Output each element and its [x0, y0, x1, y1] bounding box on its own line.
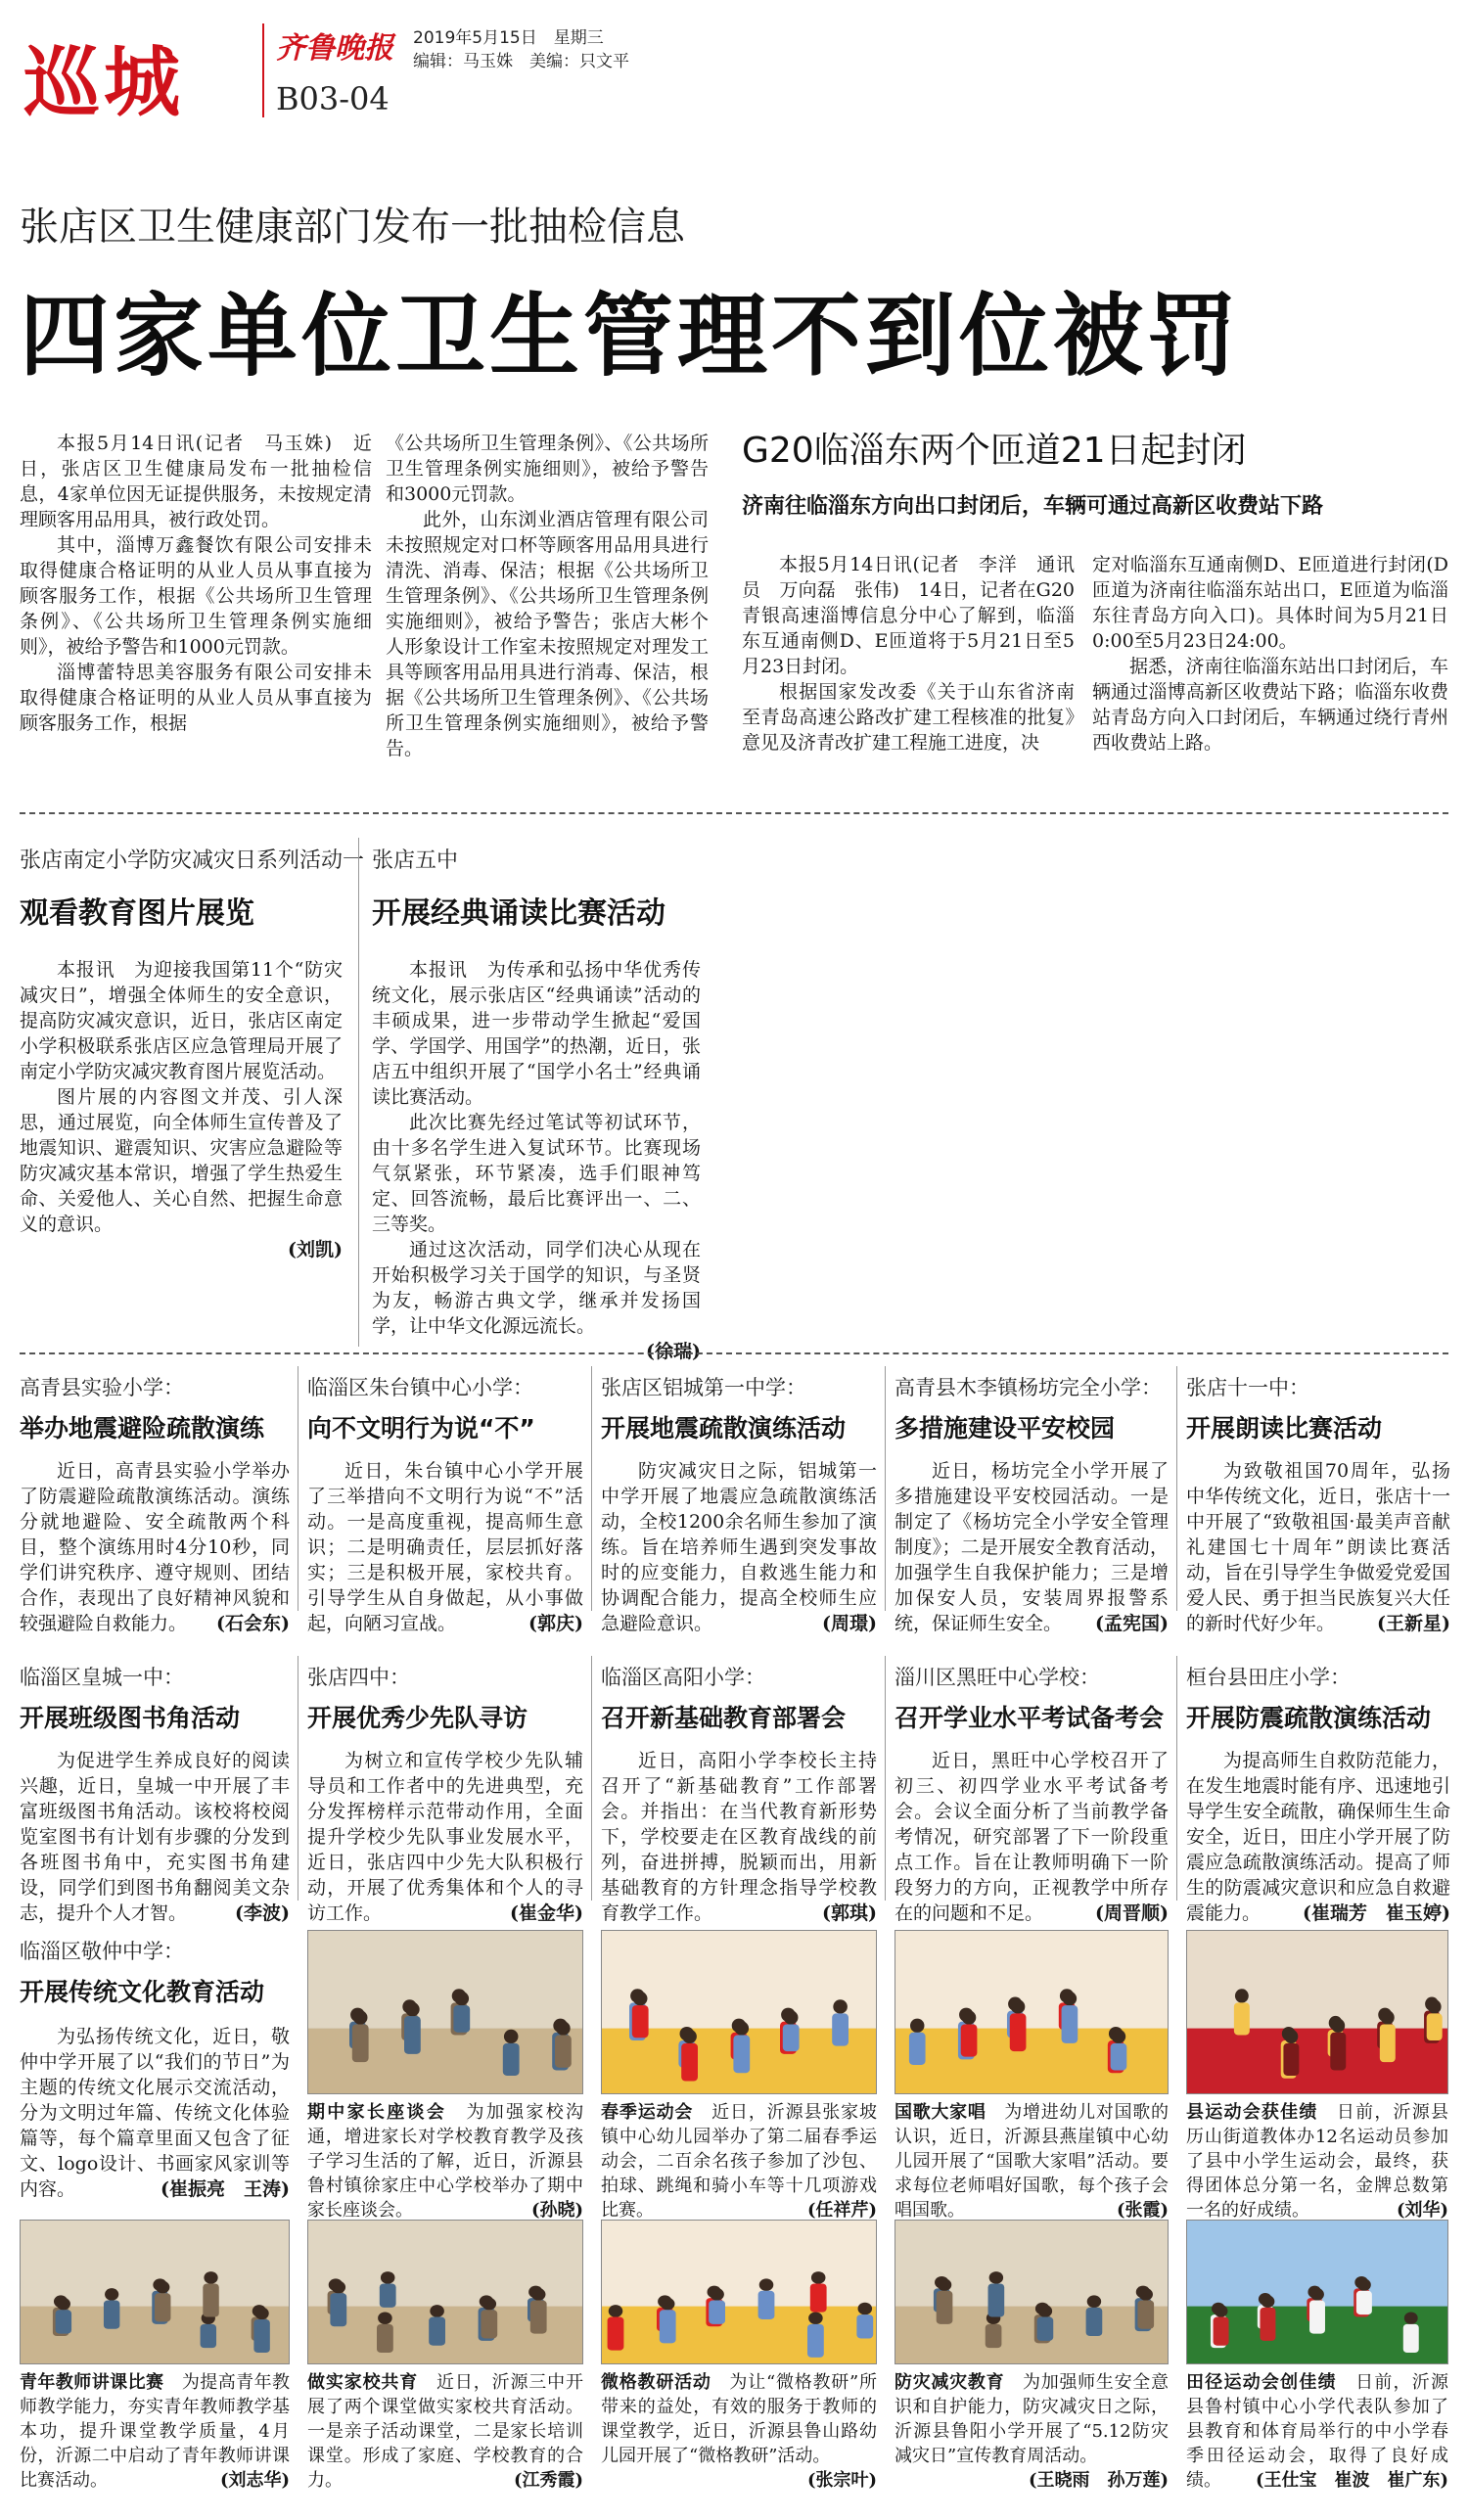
brief-text: 近日，黑旺中心学校召开了初三、初四学业水平考试备考会。会议全面分析了当前教学备考情况，研究部署了下一阶段重点工作。旨在让教师明确下一阶段努力的方向，正视教学中所存在的问题和不足。	[895, 1750, 1169, 1924]
photo-caption-title: 春季运动会	[601, 2102, 694, 2123]
brief-title: 开展传统文化教育活动	[20, 1978, 265, 2006]
photo-caption-byline: (刘华)	[1396, 2200, 1448, 2221]
story-kicker: 张店五中	[372, 848, 459, 873]
lead-kicker: 张店区卫生健康部门发布一批抽检信息	[20, 205, 685, 250]
lead-paragraph: 淄博蕾特思美容服务有限公司安排未取得健康合格证明的从业人员从事直接为顾客服务工作，根据	[20, 662, 372, 734]
brief-kicker: 张店四中：	[307, 1666, 410, 1689]
g20-headline: G20临淄东两个匝道21日起封闭	[742, 431, 1247, 471]
brief-kicker: 淄川区黑旺中心学校：	[895, 1666, 1100, 1689]
story-kicker: 张店南定小学防灾减灾日系列活动一	[20, 848, 365, 873]
news-photo	[601, 1930, 877, 2094]
date-line: 2019年5月15日 星期三	[413, 28, 604, 48]
brief-title: 开展朗读比赛活动	[1186, 1414, 1383, 1443]
photo-caption-byline: (刘志华)	[219, 2470, 290, 2491]
brief-title: 多措施建设平安校园	[895, 1414, 1116, 1443]
news-photo	[20, 2220, 290, 2364]
brief-text: 为致敬祖国70周年，弘扬中华传统文化，近日，张店十一中开展了“致敬祖国·最美声音献礼建国七十周年”朗读比赛活动，旨在引导学生争做爱党爱国爱人民、勇于担当民族复兴大任的新时代好少年。	[1186, 1460, 1450, 1634]
brief-text: 为促进学生养成良好的阅读兴趣，近日，皇城一中开展了丰富班级图书角活动。该校将校阅览室图书有计划有步骤的分发到各班图书角中，充实图书角建设，同学们到图书角翻阅美文杂志，提升个人才智。	[20, 1750, 290, 1924]
brief-byline: (周晋顺)	[1095, 1902, 1169, 1924]
brief-kicker: 高青县木李镇杨坊完全小学：	[895, 1376, 1162, 1399]
brief-kicker: 临淄区敬仲中学：	[20, 1940, 184, 1963]
brief-kicker: 桓台县田庄小学：	[1186, 1666, 1351, 1689]
masthead	[0, 0, 1468, 127]
g20-col-2	[1092, 552, 1448, 756]
photo-caption-text: 为加强家校沟通，增进家长对学校教育教学及孩子学习生活的了解，近日，沂源县鲁村镇徐家庄中心学校举办了期中家长座谈会。	[307, 2102, 584, 2221]
masthead-divider	[262, 23, 264, 117]
brief-body	[601, 1748, 877, 1926]
brief-kicker: 张店区铝城第一中学：	[601, 1376, 806, 1399]
column-divider	[591, 1366, 592, 1611]
photo-caption-text: 为加强师生安全意识和自护能力，防灾减灾日之际，沂源县鲁阳小学开展了“5.12防灾减灾日”宣传教育周活动。	[895, 2372, 1170, 2466]
photo-caption-title: 县运动会获佳绩	[1186, 2102, 1318, 2123]
photo-caption	[307, 2100, 583, 2222]
photo-caption-text: 近日，沂源县张家坡镇中心幼儿园举办了第二届春季运动会，二百余名孩子参加了沙包、拍球、跳绳和骑小车等十几项游戏比赛。	[601, 2102, 878, 2221]
brief-body	[20, 1748, 290, 1926]
photo-caption	[601, 2370, 877, 2493]
brief-title: 开展防震疏散演练活动	[1186, 1704, 1432, 1732]
news-photo	[307, 2220, 583, 2364]
story-body	[372, 957, 701, 1364]
brief-byline: (郭琪)	[822, 1902, 877, 1924]
photo-caption	[307, 2370, 583, 2493]
photo-caption	[20, 2370, 290, 2493]
brief-body	[20, 1458, 290, 1636]
column-divider	[591, 1656, 592, 1901]
story-paragraph: 本报讯 为迎接我国第11个“防灾减灾日”，增强全体师生的安全意识，提高防灾减灾意识，近日，张店区南定小学积极联系张店区应急管理局开展了南定小学防灾减灾教育图片展览活动。	[20, 959, 343, 1082]
photo-caption-byline: (孙晓)	[530, 2200, 583, 2221]
editor-line: 编辑：马玉姝 美编：只文平	[413, 52, 629, 71]
section-name: 巡城	[23, 39, 185, 127]
news-photo	[601, 2220, 877, 2364]
photo-caption-byline: (江秀霞)	[513, 2470, 583, 2491]
brief-body	[1186, 1458, 1450, 1636]
photo-caption-text: 日前，沂源县鲁村镇中心小学代表队参加了县教育和体育局举行的中小学春季田径运动会，取得了良好成绩。	[1186, 2372, 1449, 2491]
photo-caption-byline: (王仕宝 崔波 崔广东)	[1255, 2470, 1448, 2491]
brief-byline: (崔振亮 王涛)	[161, 2178, 290, 2200]
lead-paragraph: 其中，淄博万鑫餐饮有限公司安排未取得健康合格证明的从业人员从事直接为顾客服务工作，根据《公共场所卫生管理条例》、《公共场所卫生管理条例实施细则》，被给予警告和1000元罚款。	[20, 534, 372, 658]
brief-byline: (李波)	[235, 1902, 290, 1924]
lead-paragraph: 《公共场所卫生管理条例》、《公共场所卫生管理条例实施细则》，被给予警告和3000元罚款。	[386, 433, 709, 505]
brief-byline: (崔瑞芳 崔玉婷)	[1303, 1902, 1450, 1924]
g20-paragraph: 定对临淄东互通南侧D、E匝道进行封闭(D匝道为济南往临淄东站出口，E匝道为临淄东往青岛方向入口)。具体时间为5月21日0:00至5月23日24:00。	[1092, 554, 1448, 652]
brief-title: 向不文明行为说“不”	[307, 1414, 535, 1443]
news-photo	[1186, 2220, 1448, 2364]
photo-caption-byline: (张宗叶)	[806, 2470, 877, 2491]
brief-title: 开展地震疏散演练活动	[601, 1414, 847, 1443]
brief-text: 近日，杨坊完全小学开展了多措施建设平安校园活动。一是制定了《杨坊完全小学安全管理制度》；二是开展安全教育活动，加强学生自我保护能力；三是增加保安人员，安装周界报警系统，保证师生安全。	[895, 1460, 1169, 1634]
story-byline: (刘凯)	[288, 1239, 343, 1260]
story-body	[20, 957, 343, 1262]
g20-paragraph: 根据国家发改委《关于山东省济南至青岛高速公路改扩建工程核准的批复》意见及济青改扩建工程施工进度，决	[742, 681, 1075, 754]
news-photo	[307, 1930, 583, 2094]
story-title: 开展经典诵读比赛活动	[372, 896, 665, 931]
brief-byline: (郭庆)	[528, 1613, 583, 1634]
brief-byline: (崔金华)	[510, 1902, 583, 1924]
story-paragraph: 图片展的内容图文并茂、引人深思，通过展览，向全体师生宣传普及了地震知识、避震知识、灾害应急避险等防灾减灾基本常识，增强了学生热爱生命、关爱他人、关心自然、把握生命意义的意识。	[20, 1086, 343, 1235]
photo-caption	[1186, 2370, 1448, 2493]
paper-logo: 齐鲁晚报	[276, 31, 393, 66]
brief-byline: (王新星)	[1377, 1613, 1450, 1634]
page-number: B03-04	[276, 80, 390, 117]
brief-body	[307, 1458, 583, 1636]
brief-body	[307, 1748, 583, 1926]
news-photo	[1186, 1930, 1448, 2094]
lead-headline: 四家单位卫生管理不到位被罚	[20, 284, 1242, 389]
section-divider	[20, 812, 1448, 814]
g20-subhead: 济南往临淄东方向出口封闭后，车辆可通过高新区收费站下路	[742, 494, 1324, 519]
photo-caption	[1186, 2100, 1448, 2222]
photo-caption	[895, 2100, 1169, 2222]
brief-text: 为弘扬传统文化，近日，敬仲中学开展了以“我们的节日”为主题的传统文化展示交流活动，分为文明过年篇、传统文化体验篇等，每个篇章里面又包含了征文、logo设计、书画家风家训等内容。	[20, 2026, 290, 2200]
story-paragraph: 此次比赛先经过笔试等初试环节，由十多名学生进入复试环节。比赛现场气氛紧张，环节紧凑，选手们眼神笃定、回答流畅，最后比赛评出一、二、三等奖。	[372, 1112, 701, 1235]
g20-paragraph: 据悉，济南往临淄东站出口封闭后，车辆通过淄博高新区收费站下路；临淄东收费站青岛方向入口封闭后，车辆通过绕行青州西收费站上路。	[1092, 656, 1448, 754]
lead-col-2	[386, 431, 709, 761]
brief-text: 近日，高青县实验小学举办了防震避险疏散演练活动。演练分就地避险、安全疏散两个科目，整个演练用时4分10秒，同学们讲究秩序、遵守规则、团结合作，表现出了良好精神风貌和较强避险自救能力。	[20, 1460, 290, 1634]
news-photo	[895, 1930, 1169, 2094]
brief-byline: (周璟)	[822, 1613, 877, 1634]
photo-caption	[895, 2370, 1169, 2493]
g20-paragraph: 本报5月14日讯(记者 李洋 通讯员 万向磊 张伟) 14日，记者在G20青银高速淄博信息分中心了解到，临淄东互通南侧D、E匝道将于5月21日至5月23日封闭。	[742, 554, 1075, 677]
brief-title: 召开学业水平考试备考会	[895, 1704, 1165, 1732]
brief-text: 为树立和宣传学校少先队辅导员和工作者中的先进典型，充分发挥榜样示范带动作用，全面提升学校少先队事业发展水平，近日，张店四中少先大队积极行动，开展了优秀集体和个人的寻访工作。	[307, 1750, 583, 1924]
photo-caption-text: 近日，沂源三中开展了两个课堂做实家校共育活动。一是亲子活动课堂，二是家长培训课堂。形成了家庭、学校教育的合力。	[307, 2372, 584, 2491]
story-paragraph: 通过这次活动，同学们决心从现在开始积极学习关于国学的知识，与圣贤为友，畅游古典文学，继承并发扬国学，让中华文化源远流长。	[372, 1239, 701, 1337]
column-divider	[1176, 1656, 1177, 1901]
photo-caption	[601, 2100, 877, 2222]
brief-text: 近日，高阳小学李校长主持召开了“新基础教育”工作部署会。并指出：在当代教育新形势下，学校要走在区教育战线的前列，奋进拼搏，脱颖而出，用新基础教育的方针理念指导学校教育教学工作。	[601, 1750, 877, 1924]
story-paragraph: 本报讯 为传承和弘扬中华优秀传统文化，展示张店区“经典诵读”活动的丰硕成果，进一步带动学生掀起“爱国学、学国学、用国学”的热潮，近日，张店五中组织开展了“国学小名士”经典诵读比赛活动。	[372, 959, 701, 1108]
brief-body	[1186, 1748, 1450, 1926]
story-title: 观看教育图片展览	[20, 896, 254, 931]
photo-caption-title: 微格教研活动	[601, 2372, 711, 2393]
brief-title: 举办地震避险疏散演练	[20, 1414, 265, 1443]
brief-body	[895, 1748, 1169, 1926]
lead-paragraph: 本报5月14日讯(记者 马玉姝) 近日，张店区卫生健康局发布一批抽检信息，4家单位因无证提供服务，未按规定清理顾客用品用具，被行政处罚。	[20, 433, 372, 530]
brief-kicker: 高青县实验小学：	[20, 1376, 184, 1399]
photo-caption-byline: (张霞)	[1116, 2200, 1169, 2221]
photo-caption-text: 为提高青年教师教学能力，夯实青年教师教学基本功，提升课堂教学质量，4月份，沂源二中启动了青年教师讲课比赛活动。	[20, 2372, 291, 2491]
photo-caption-title: 田径运动会创佳绩	[1186, 2372, 1337, 2393]
photo-caption-title: 做实家校共育	[307, 2372, 419, 2393]
photo-caption-text: 为增进幼儿对国歌的认识，近日，沂源县燕崖镇中心幼儿园开展了“国歌大家唱”活动。要求每位老师唱好国歌，每个孩子会唱国歌。	[895, 2102, 1170, 2221]
brief-kicker: 临淄区朱台镇中心小学：	[307, 1376, 533, 1399]
g20-col-1	[742, 552, 1075, 756]
brief-body	[601, 1458, 877, 1636]
brief-kicker: 张店十一中：	[1186, 1376, 1309, 1399]
photo-caption-text: 日前，沂源县历山街道教体办12名运动员参加了县中小学生运动会，最终，获得团体总分第一名，金牌总数第一名的好成绩。	[1186, 2102, 1449, 2221]
news-photo	[895, 2220, 1169, 2364]
brief-byline: (石会东)	[216, 1613, 290, 1634]
brief-text: 近日，朱台镇中心小学开展了三举措向不文明行为说“不”活动。一是高度重视，提高师生意识；二是明确责任，层层抓好落实；三是积极开展，家校共育。引导学生从自身做起，从小事做起，向陋习宣战。	[307, 1460, 583, 1634]
lead-paragraph: 此外，山东浏业酒店管理有限公司未按照规定对口杯等顾客用品用具进行清洗、消毒、保洁；根据《公共场所卫生管理条例》、《公共场所卫生管理条例实施细则》，被给予警告；张店大彬个人形象设计工作室未按照规定对理发工具等顾客用品用具进行消毒、保洁，根据《公共场所卫生管理条例》、《公共场所卫生管理条例实施细则》，被给予警告。	[386, 509, 709, 759]
brief-title: 开展班级图书角活动	[20, 1704, 241, 1732]
brief-title: 开展优秀少先队寻访	[307, 1704, 528, 1732]
column-divider	[1176, 1366, 1177, 1611]
brief-text: 防灾减灾日之际，铝城第一中学开展了地震应急疏散演练活动，全校1200余名师生参加了演练。旨在培养师生遇到突发事故时的应变能力，自救逃生能力和协调配合能力，提高全校师生应急避险意识。	[601, 1460, 877, 1634]
column-divider	[885, 1656, 886, 1901]
photo-caption-byline: (任祥芹)	[806, 2200, 877, 2221]
lead-col-1	[20, 431, 372, 736]
brief-title: 召开新基础教育部署会	[601, 1704, 847, 1732]
photo-caption-byline: (王晓雨 孙万莲)	[1028, 2470, 1169, 2491]
photo-caption-title: 国歌大家唱	[895, 2102, 986, 2123]
column-divider	[358, 838, 359, 1347]
photo-caption-title: 青年教师讲课比赛	[20, 2372, 164, 2393]
photo-caption-title: 防灾减灾教育	[895, 2372, 1005, 2393]
brief-byline: (孟宪国)	[1095, 1613, 1169, 1634]
column-divider	[885, 1366, 886, 1611]
brief-body	[895, 1458, 1169, 1636]
photo-caption-text: 为让“微格教研”所带来的益处，有效的服务于教师的课堂教学，近日，沂源县鲁山路幼儿园开展了“微格教研”活动。	[601, 2372, 878, 2466]
brief-kicker: 临淄区高阳小学：	[601, 1666, 765, 1689]
section-divider	[20, 1352, 1448, 1354]
brief-text: 为提高师生自救防范能力，在发生地震时能有序、迅速地引导学生安全疏散，确保师生生命安全，近日，田庄小学开展了防震应急疏散演练活动。提高了师生的防震减灾意识和应急自救避震能力。	[1186, 1750, 1450, 1924]
brief-body	[20, 2024, 290, 2202]
story-byline: (徐瑞)	[646, 1341, 701, 1362]
brief-kicker: 临淄区皇城一中：	[20, 1666, 184, 1689]
photo-caption-title: 期中家长座谈会	[307, 2102, 447, 2123]
